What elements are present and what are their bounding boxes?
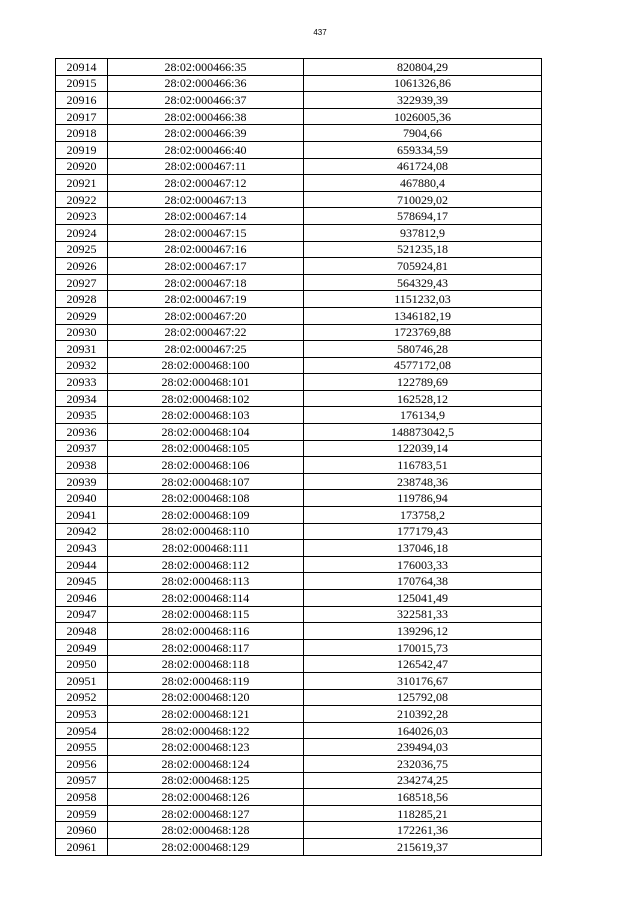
cadastral-value-cell: 215619,37 bbox=[304, 838, 542, 855]
cadastral-number-cell: 28:02:000467:20 bbox=[108, 307, 304, 324]
cadastral-number-cell: 28:02:000468:117 bbox=[108, 639, 304, 656]
row-number-cell: 20918 bbox=[56, 125, 108, 142]
cadastral-value-cell: 467880,4 bbox=[304, 175, 542, 192]
cadastral-value-cell: 937812,9 bbox=[304, 224, 542, 241]
cadastral-number-cell: 28:02:000467:15 bbox=[108, 224, 304, 241]
cadastral-number-cell: 28:02:000467:17 bbox=[108, 258, 304, 275]
cadastral-value-cell: 162528,12 bbox=[304, 390, 542, 407]
table-row bbox=[56, 457, 542, 474]
cadastral-number-cell: 28:02:000468:108 bbox=[108, 490, 304, 507]
table-row bbox=[56, 838, 542, 855]
row-number-cell: 20946 bbox=[56, 590, 108, 607]
row-number-cell: 20925 bbox=[56, 241, 108, 258]
row-number-cell: 20923 bbox=[56, 208, 108, 225]
table-row bbox=[56, 274, 542, 291]
cadastral-number-cell: 28:02:000467:18 bbox=[108, 274, 304, 291]
cadastral-number-cell: 28:02:000467:11 bbox=[108, 158, 304, 175]
cadastral-value-cell: 116783,51 bbox=[304, 457, 542, 474]
row-number-cell: 20941 bbox=[56, 507, 108, 524]
table-row bbox=[56, 473, 542, 490]
cadastral-number-cell: 28:02:000468:114 bbox=[108, 590, 304, 607]
table-body bbox=[56, 59, 542, 856]
row-number-cell: 20939 bbox=[56, 473, 108, 490]
cadastral-value-cell: 521235,18 bbox=[304, 241, 542, 258]
row-number-cell: 20937 bbox=[56, 440, 108, 457]
table-row bbox=[56, 523, 542, 540]
row-number-cell: 20926 bbox=[56, 258, 108, 275]
cadastral-value-cell: 322581,33 bbox=[304, 606, 542, 623]
cadastral-value-cell: 1061326,86 bbox=[304, 75, 542, 92]
cadastral-value-cell: 234274,25 bbox=[304, 772, 542, 789]
row-number-cell: 20927 bbox=[56, 274, 108, 291]
cadastral-number-cell: 28:02:000468:101 bbox=[108, 374, 304, 391]
cadastral-number-cell: 28:02:000467:14 bbox=[108, 208, 304, 225]
table-row bbox=[56, 357, 542, 374]
table-row bbox=[56, 307, 542, 324]
cadastral-value-cell: 710029,02 bbox=[304, 191, 542, 208]
row-number-cell: 20947 bbox=[56, 606, 108, 623]
row-number-cell: 20960 bbox=[56, 822, 108, 839]
row-number-cell: 20956 bbox=[56, 755, 108, 772]
cadastral-value-cell: 232036,75 bbox=[304, 755, 542, 772]
row-number-cell: 20935 bbox=[56, 407, 108, 424]
cadastral-value-cell: 176003,33 bbox=[304, 556, 542, 573]
table-row bbox=[56, 108, 542, 125]
row-number-cell: 20931 bbox=[56, 341, 108, 358]
table-row bbox=[56, 606, 542, 623]
cadastral-value-cell: 210392,28 bbox=[304, 706, 542, 723]
table-row bbox=[56, 341, 542, 358]
row-number-cell: 20929 bbox=[56, 307, 108, 324]
cadastral-value-cell: 139296,12 bbox=[304, 623, 542, 640]
cadastral-number-cell: 28:02:000468:120 bbox=[108, 689, 304, 706]
table-row bbox=[56, 125, 542, 142]
cadastral-value-cell: 126542,47 bbox=[304, 656, 542, 673]
cadastral-value-cell: 1723769,88 bbox=[304, 324, 542, 341]
row-number-cell: 20932 bbox=[56, 357, 108, 374]
table-row bbox=[56, 141, 542, 158]
table-row bbox=[56, 175, 542, 192]
table-row bbox=[56, 258, 542, 275]
cadastral-number-cell: 28:02:000467:22 bbox=[108, 324, 304, 341]
cadastral-number-cell: 28:02:000466:35 bbox=[108, 59, 304, 76]
cadastral-value-cell: 239494,03 bbox=[304, 739, 542, 756]
cadastral-value-cell: 173758,2 bbox=[304, 507, 542, 524]
table-row bbox=[56, 59, 542, 76]
table-row bbox=[56, 208, 542, 225]
table-row bbox=[56, 92, 542, 109]
cadastral-value-cell: 172261,36 bbox=[304, 822, 542, 839]
table-row bbox=[56, 573, 542, 590]
cadastral-value-cell: 118285,21 bbox=[304, 805, 542, 822]
cadastral-value-cell: 125792,08 bbox=[304, 689, 542, 706]
row-number-cell: 20924 bbox=[56, 224, 108, 241]
cadastral-number-cell: 28:02:000468:125 bbox=[108, 772, 304, 789]
cadastral-value-cell: 580746,28 bbox=[304, 341, 542, 358]
cadastral-value-cell: 578694,17 bbox=[304, 208, 542, 225]
cadastral-number-cell: 28:02:000468:106 bbox=[108, 457, 304, 474]
cadastral-number-cell: 28:02:000468:121 bbox=[108, 706, 304, 723]
cadastral-number-cell: 28:02:000468:102 bbox=[108, 390, 304, 407]
cadastral-value-cell: 122039,14 bbox=[304, 440, 542, 457]
cadastral-value-cell: 659334,59 bbox=[304, 141, 542, 158]
row-number-cell: 20940 bbox=[56, 490, 108, 507]
cadastral-value-cell: 820804,29 bbox=[304, 59, 542, 76]
row-number-cell: 20958 bbox=[56, 789, 108, 806]
cadastral-value-cell: 1346182,19 bbox=[304, 307, 542, 324]
cadastral-number-cell: 28:02:000468:116 bbox=[108, 623, 304, 640]
table-row bbox=[56, 241, 542, 258]
cadastral-value-cell: 125041,49 bbox=[304, 590, 542, 607]
cadastral-value-cell: 119786,94 bbox=[304, 490, 542, 507]
cadastral-number-cell: 28:02:000468:118 bbox=[108, 656, 304, 673]
table-row bbox=[56, 789, 542, 806]
cadastral-number-cell: 28:02:000468:124 bbox=[108, 755, 304, 772]
cadastral-value-cell: 164026,03 bbox=[304, 722, 542, 739]
table-row bbox=[56, 324, 542, 341]
cadastral-value-cell: 310176,67 bbox=[304, 672, 542, 689]
row-number-cell: 20944 bbox=[56, 556, 108, 573]
cadastral-number-cell: 28:02:000466:38 bbox=[108, 108, 304, 125]
table-row bbox=[56, 556, 542, 573]
table-row bbox=[56, 390, 542, 407]
row-number-cell: 20955 bbox=[56, 739, 108, 756]
row-number-cell: 20949 bbox=[56, 639, 108, 656]
row-number-cell: 20961 bbox=[56, 838, 108, 855]
cadastral-number-cell: 28:02:000468:105 bbox=[108, 440, 304, 457]
cadastral-number-cell: 28:02:000467:25 bbox=[108, 341, 304, 358]
row-number-cell: 20933 bbox=[56, 374, 108, 391]
cadastral-number-cell: 28:02:000468:111 bbox=[108, 540, 304, 557]
cadastral-value-table bbox=[55, 58, 542, 856]
cadastral-value-cell: 177179,43 bbox=[304, 523, 542, 540]
cadastral-value-cell: 176134,9 bbox=[304, 407, 542, 424]
row-number-cell: 20921 bbox=[56, 175, 108, 192]
row-number-cell: 20959 bbox=[56, 805, 108, 822]
row-number-cell: 20945 bbox=[56, 573, 108, 590]
cadastral-value-cell: 137046,18 bbox=[304, 540, 542, 557]
table-row bbox=[56, 224, 542, 241]
row-number-cell: 20915 bbox=[56, 75, 108, 92]
table-row bbox=[56, 590, 542, 607]
cadastral-number-cell: 28:02:000466:37 bbox=[108, 92, 304, 109]
cadastral-number-cell: 28:02:000468:103 bbox=[108, 407, 304, 424]
cadastral-number-cell: 28:02:000468:112 bbox=[108, 556, 304, 573]
cadastral-value-cell: 122789,69 bbox=[304, 374, 542, 391]
table-row bbox=[56, 374, 542, 391]
table-row bbox=[56, 805, 542, 822]
cadastral-value-cell: 238748,36 bbox=[304, 473, 542, 490]
table-row bbox=[56, 755, 542, 772]
table-row bbox=[56, 639, 542, 656]
cadastral-value-cell: 170015,73 bbox=[304, 639, 542, 656]
cadastral-number-cell: 28:02:000468:122 bbox=[108, 722, 304, 739]
cadastral-number-cell: 28:02:000468:104 bbox=[108, 424, 304, 441]
cadastral-value-cell: 7904,66 bbox=[304, 125, 542, 142]
row-number-cell: 20942 bbox=[56, 523, 108, 540]
cadastral-value-cell: 1151232,03 bbox=[304, 291, 542, 308]
table-row bbox=[56, 772, 542, 789]
row-number-cell: 20952 bbox=[56, 689, 108, 706]
table-row bbox=[56, 407, 542, 424]
table-row bbox=[56, 706, 542, 723]
row-number-cell: 20919 bbox=[56, 141, 108, 158]
table-row bbox=[56, 291, 542, 308]
cadastral-number-cell: 28:02:000468:127 bbox=[108, 805, 304, 822]
table-row bbox=[56, 656, 542, 673]
row-number-cell: 20930 bbox=[56, 324, 108, 341]
table-row bbox=[56, 75, 542, 92]
table-row bbox=[56, 490, 542, 507]
table-row bbox=[56, 822, 542, 839]
row-number-cell: 20916 bbox=[56, 92, 108, 109]
row-number-cell: 20950 bbox=[56, 656, 108, 673]
row-number-cell: 20954 bbox=[56, 722, 108, 739]
table-row bbox=[56, 739, 542, 756]
table-row bbox=[56, 540, 542, 557]
page-number: 437 bbox=[313, 28, 327, 37]
cadastral-value-cell: 564329,43 bbox=[304, 274, 542, 291]
row-number-cell: 20938 bbox=[56, 457, 108, 474]
cadastral-number-cell: 28:02:000468:113 bbox=[108, 573, 304, 590]
table-row bbox=[56, 689, 542, 706]
cadastral-number-cell: 28:02:000466:36 bbox=[108, 75, 304, 92]
table-row bbox=[56, 672, 542, 689]
cadastral-number-cell: 28:02:000467:13 bbox=[108, 191, 304, 208]
row-number-cell: 20943 bbox=[56, 540, 108, 557]
table-row bbox=[56, 722, 542, 739]
row-number-cell: 20917 bbox=[56, 108, 108, 125]
table-row bbox=[56, 507, 542, 524]
row-number-cell: 20922 bbox=[56, 191, 108, 208]
row-number-cell: 20936 bbox=[56, 424, 108, 441]
row-number-cell: 20914 bbox=[56, 59, 108, 76]
cadastral-number-cell: 28:02:000468:129 bbox=[108, 838, 304, 855]
cadastral-value-cell: 170764,38 bbox=[304, 573, 542, 590]
cadastral-value-cell: 148873042,5 bbox=[304, 424, 542, 441]
cadastral-number-cell: 28:02:000467:12 bbox=[108, 175, 304, 192]
cadastral-number-cell: 28:02:000467:16 bbox=[108, 241, 304, 258]
cadastral-value-cell: 4577172,08 bbox=[304, 357, 542, 374]
cadastral-number-cell: 28:02:000468:107 bbox=[108, 473, 304, 490]
cadastral-number-cell: 28:02:000468:128 bbox=[108, 822, 304, 839]
table-row bbox=[56, 623, 542, 640]
table-row bbox=[56, 158, 542, 175]
cadastral-number-cell: 28:02:000468:123 bbox=[108, 739, 304, 756]
cadastral-number-cell: 28:02:000468:109 bbox=[108, 507, 304, 524]
cadastral-value-cell: 1026005,36 bbox=[304, 108, 542, 125]
cadastral-value-cell: 705924,81 bbox=[304, 258, 542, 275]
row-number-cell: 20951 bbox=[56, 672, 108, 689]
table-row bbox=[56, 424, 542, 441]
cadastral-number-cell: 28:02:000467:19 bbox=[108, 291, 304, 308]
table-row bbox=[56, 440, 542, 457]
row-number-cell: 20953 bbox=[56, 706, 108, 723]
cadastral-number-cell: 28:02:000468:110 bbox=[108, 523, 304, 540]
cadastral-number-cell: 28:02:000466:40 bbox=[108, 141, 304, 158]
row-number-cell: 20957 bbox=[56, 772, 108, 789]
row-number-cell: 20934 bbox=[56, 390, 108, 407]
cadastral-number-cell: 28:02:000468:115 bbox=[108, 606, 304, 623]
cadastral-value-cell: 322939,39 bbox=[304, 92, 542, 109]
cadastral-number-cell: 28:02:000468:126 bbox=[108, 789, 304, 806]
table-row bbox=[56, 191, 542, 208]
row-number-cell: 20948 bbox=[56, 623, 108, 640]
cadastral-number-cell: 28:02:000466:39 bbox=[108, 125, 304, 142]
row-number-cell: 20928 bbox=[56, 291, 108, 308]
cadastral-number-cell: 28:02:000468:119 bbox=[108, 672, 304, 689]
cadastral-value-cell: 461724,08 bbox=[304, 158, 542, 175]
cadastral-number-cell: 28:02:000468:100 bbox=[108, 357, 304, 374]
cadastral-value-cell: 168518,56 bbox=[304, 789, 542, 806]
row-number-cell: 20920 bbox=[56, 158, 108, 175]
